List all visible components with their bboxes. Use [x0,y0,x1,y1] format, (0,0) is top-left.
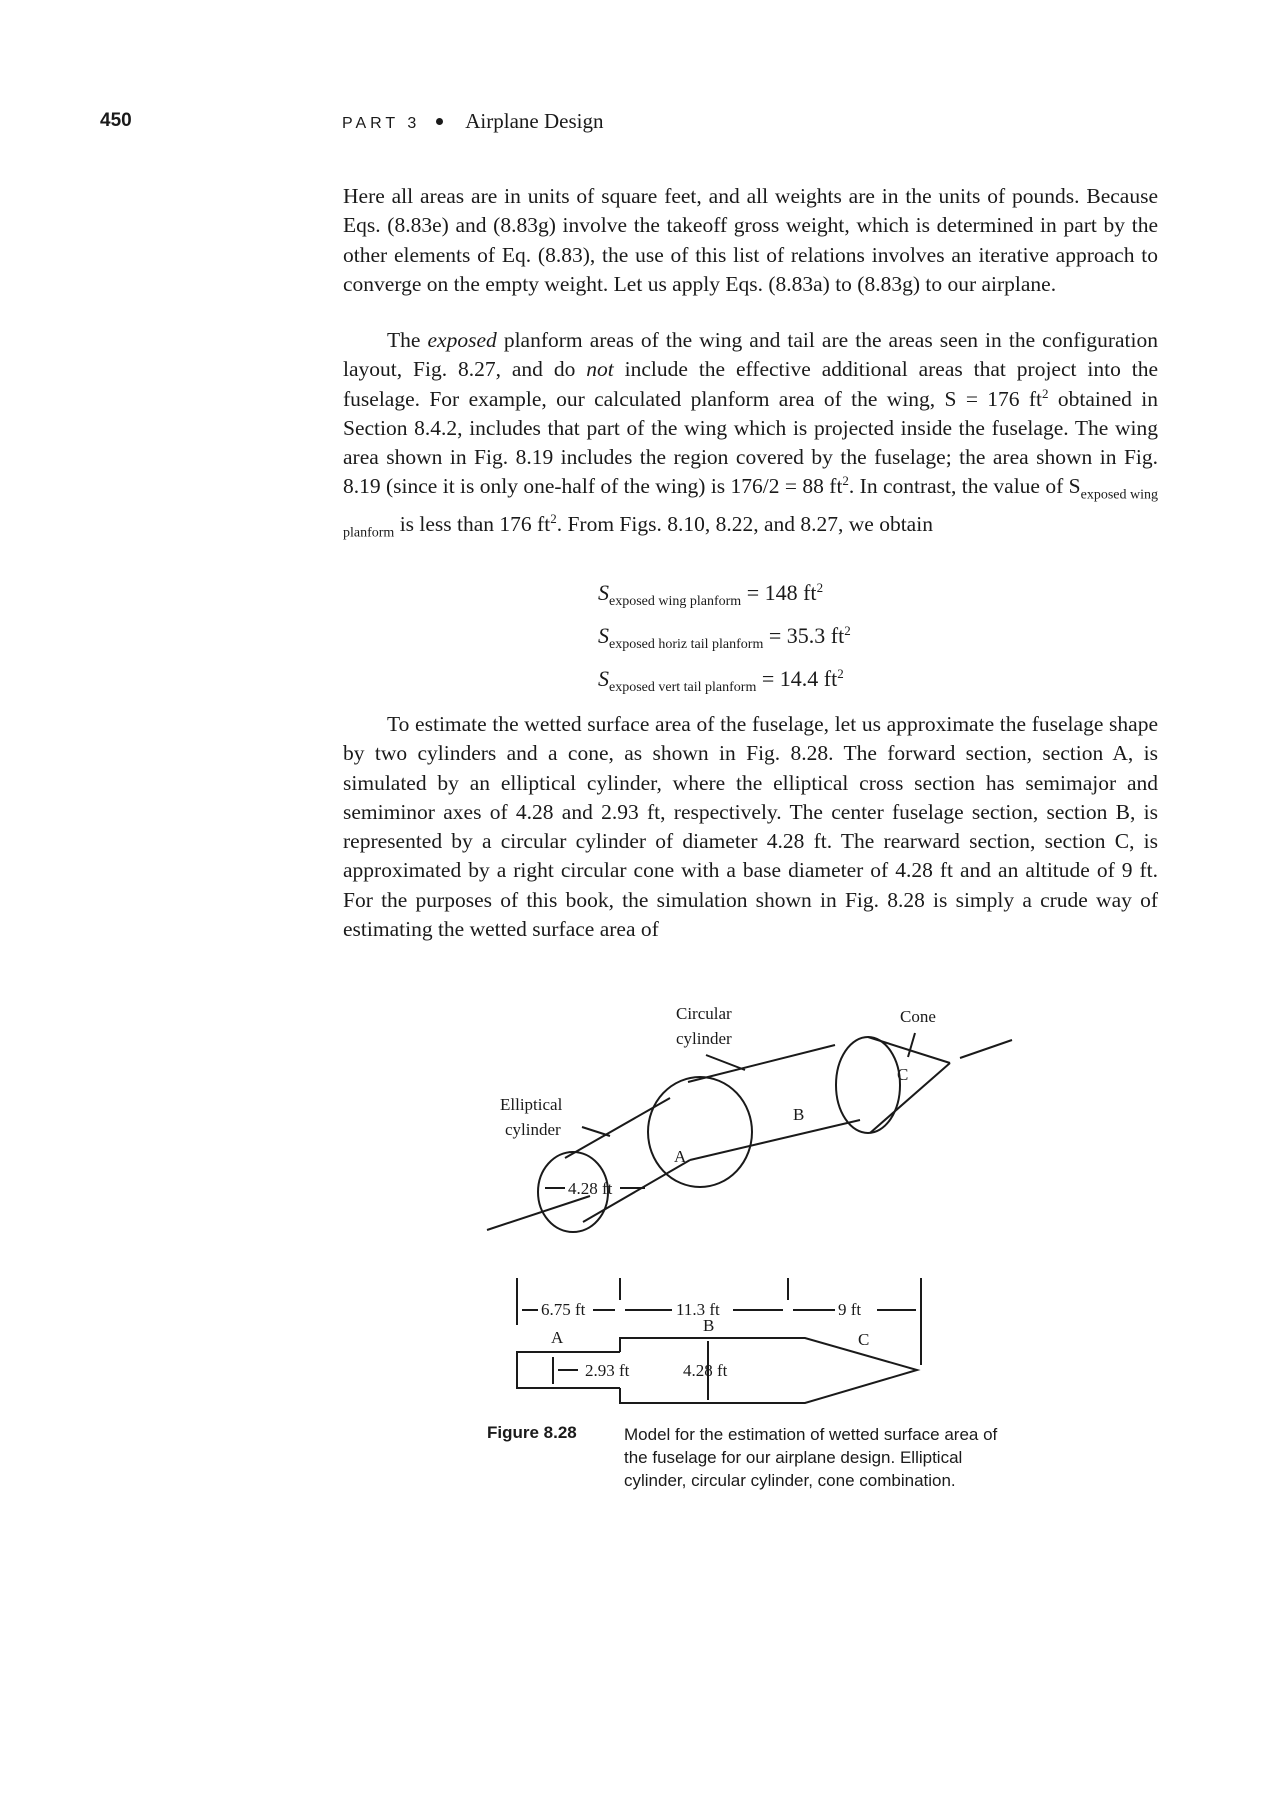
chapter-title: Airplane Design [465,109,604,133]
label-side-c: C [858,1330,870,1349]
figure-caption-text: Model for the estimation of wetted surface area of the fuselage for our airplane design. Elliptical cylinder, circular cylinder, cone combination. [624,1425,998,1490]
isometric-drawing [487,1033,1012,1232]
axis-line-front [487,1196,590,1230]
paragraph-3 [343,710,1158,944]
section-bc-outline [620,1338,917,1403]
p2-sup-1: 2 [1042,385,1049,401]
p2-sup-3: 2 [550,511,557,527]
label-side-b: B [703,1316,715,1335]
part-label: PART 3 [342,115,421,132]
label-dim-428-side: 4.28 ft [683,1361,728,1380]
p2-part3: include the effective additional areas that project into the fuselage. For example, our calculated planform area of the wing, S = 176 ft [343,357,1159,411]
p2-sup-2: 2 [842,473,849,489]
paragraph-3-text: To estimate the wetted surface area of the fuselage, let us approximate the fuselage shape by two cylinders and a cone, as shown in Fig. 8.28. The forward section, section A, is simulated by an elliptical cylinder, where the elliptical cross section has semimajor and semiminor axes of 4.28 and 2.93 ft, respectively. The center fuselage section, section B, is represented by a circular cylinder of diameter 4.28 ft. The rearward section, section C, is approximated by a right circular cone with a base diameter of 4.28 ft and an altitude of 9 ft. For the purposes of this book, the simulation shown in Fig. 8.28 is simply a crude way of estimating the wetted surface area of [343,712,1158,942]
circular-leader [706,1055,745,1070]
eq2-sup: 2 [844,623,851,638]
label-cone: Cone [900,1007,936,1026]
cone-leader [908,1033,915,1057]
label-section-a: A [674,1147,687,1166]
paragraph-2-text [343,326,1158,548]
label-dim-113: 11.3 ft [676,1300,720,1319]
circ-cyl-bottom-edge [690,1120,860,1160]
eq1-sup: 2 [816,580,824,595]
equation-horiz-tail [598,623,851,653]
eq3-rhs: = 14.4 ft [756,666,838,691]
label-dim-293: 2.93 ft [585,1361,630,1380]
page-number: 450 [100,110,132,131]
label-section-b: B [793,1105,805,1124]
eq2-symbol: S [598,623,609,648]
eq3-sub: exposed vert tail planform [609,680,757,695]
p2-part1: The [387,328,428,352]
p2-emphasis-not: not [586,357,614,382]
eq2-rhs: = 35.3 ft [763,623,845,648]
p2-emphasis-exposed: exposed [427,328,497,352]
label-cylinder-2: cylinder [505,1120,561,1139]
label-cylinder-1: cylinder [676,1029,732,1048]
circular-cylinder-front [648,1077,752,1187]
elliptical-leader [582,1127,610,1136]
ellipse-cyl-bottom-edge [583,1160,690,1222]
label-elliptical: Elliptical [500,1095,563,1114]
p2-part5: . In contrast, the value of S [848,474,1081,499]
paragraph-2 [343,326,1158,548]
bullet-icon [436,118,443,125]
ellipse-cyl-top-edge [565,1098,670,1158]
running-head [342,109,603,134]
circular-cylinder-rear [836,1037,900,1133]
figure-caption-label: Figure 8.28 [487,1423,577,1442]
p2-part7: . From Figs. 8.10, 8.22, and 8.27, we obtain [556,512,933,537]
eq3-sup: 2 [837,666,844,681]
eq1-rhs: = 148 ft [741,580,817,605]
label-dim-675: 6.75 ft [541,1300,586,1319]
label-side-a: A [551,1328,564,1347]
p2-part4: obtained in Section 8.4.2, includes that part of the wing which is projected inside the fuselage. The wing area shown in Fig. 8.19 includes the region covered by the fuselage; the area shown in Fig. 8.19 (since it is only one-half of the wing) is 176/2 = 88 ft [343,386,1158,499]
eq3-symbol: S [598,666,609,691]
eq1-symbol: S [598,580,609,605]
equation-wing [598,580,823,610]
equation-vert-tail [598,666,844,696]
p2-part6: is less than 176 ft [394,512,551,537]
p2-part2: planform areas of the wing and tail are the areas seen in the configuration layout, Fig. 8.27, and do [343,328,1158,382]
paragraph-1 [343,182,1158,299]
cone-top-edge [868,1037,950,1063]
axis-line-rear [960,1040,1012,1058]
eq2-sub: exposed horiz tail planform [609,637,764,652]
circ-cyl-top-edge [688,1045,835,1082]
paragraph-1-text: Here all areas are in units of square feet, and all weights are in the units of pounds. Because Eqs. (8.83e) and (8.83g) involve the takeoff gross weight, which is determined in part by the other elements of Eq. (8.83), the use of this list of relations involves an iterative approach to converge on the empty weight. Let us apply Eqs. (8.83a) to (8.83g) to our airplane. [343,184,1158,296]
label-dim-428-top: 4.28 ft [568,1179,613,1198]
label-circular: Circular [676,1004,732,1023]
label-dim-9: 9 ft [838,1300,862,1319]
section-a-outline [517,1352,620,1388]
eq1-sub: exposed wing planform [609,594,742,609]
side-profile [517,1278,921,1403]
elliptical-cylinder-end [538,1152,608,1232]
cone-bottom-edge [870,1063,950,1133]
p2-subscript: exposed wing planform [343,487,1158,541]
label-section-c: C [897,1065,909,1084]
